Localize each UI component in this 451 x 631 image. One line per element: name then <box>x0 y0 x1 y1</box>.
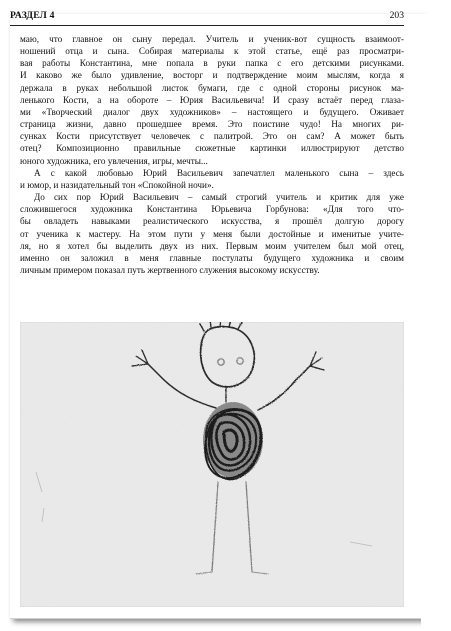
text-line: И каково же было удивление, восторг и подтверждение моим мыслям, когда я <box>20 70 404 81</box>
text-line: ношений отца и сына. Собирая материалы к этой статье, ещё раз просматри- <box>20 46 404 57</box>
text-line: страница жизни, давно прошедшее время. Это поистине чудо! На многих ри- <box>20 119 404 130</box>
text-line: отец? Композиционно правильные сюжетные картинки иллюстрируют детство <box>20 143 404 154</box>
text-line: бы овладеть навыками реалистического искусства, я прошёл долгую дорогу <box>20 216 404 227</box>
text-line: сложившегося художника Константина Юрьевича Горбунова: «Для того что- <box>20 204 404 215</box>
text-line: маю, что главное он сыну передал. Учитель и ученик-вот сущность взаимоот- <box>20 34 404 44</box>
text-line: именно он заложил в меня главные постулаты будущего художника и своим <box>20 252 404 263</box>
text-line: от ученика к мастеру. На этом пути у меня были достойные и именитые учите- <box>20 228 404 239</box>
paragraph <box>20 33 404 167</box>
text-line: ленького Кости, а на обороте – Юрия Васильевича! И сразу встаёт перед глаза- <box>20 94 404 105</box>
text-line: ми «Творческий диалог двух художников» – настоящего и будущего. Оживает <box>20 106 404 117</box>
paragraph <box>20 167 404 191</box>
text-line: До сих пор Юрий Васильевич – самый строгий учитель и критик для уже <box>34 192 404 203</box>
text-line: личным примером показал путь жертвенного служения высокому искусству. <box>20 264 320 275</box>
page-number: 203 <box>389 10 404 21</box>
text-line: сунках Кости присутствует человечек с палитрой. Это он сам? А может быть <box>20 131 404 142</box>
text-line: и юмор, и назидательный тон «Спокойной ночи». <box>20 179 214 190</box>
text-line: юного художника, его увлечения, игры, мечты... <box>20 155 208 166</box>
page-margin <box>421 14 451 631</box>
paragraph <box>20 191 404 276</box>
text-line: вая работы Константина, мне попала в руки папка с его детскими рисунками. <box>20 58 404 69</box>
text-line: А с какой любовью Юрий Васильевич запечатлел маленького сына – здесь <box>34 167 404 178</box>
child-drawing-illustration <box>20 322 404 607</box>
running-header <box>10 10 404 24</box>
header-rule <box>10 25 404 26</box>
text-line: держала в руках небольшой листок бумаги, где с одной стороны рисунок ма- <box>20 82 404 93</box>
section-label: РАЗДЕЛ 4 <box>10 10 55 21</box>
body-text <box>20 33 404 276</box>
text-line: ля, но я хотел бы выделить двух из них. Первым моим учителем был мой отец, <box>20 240 404 251</box>
